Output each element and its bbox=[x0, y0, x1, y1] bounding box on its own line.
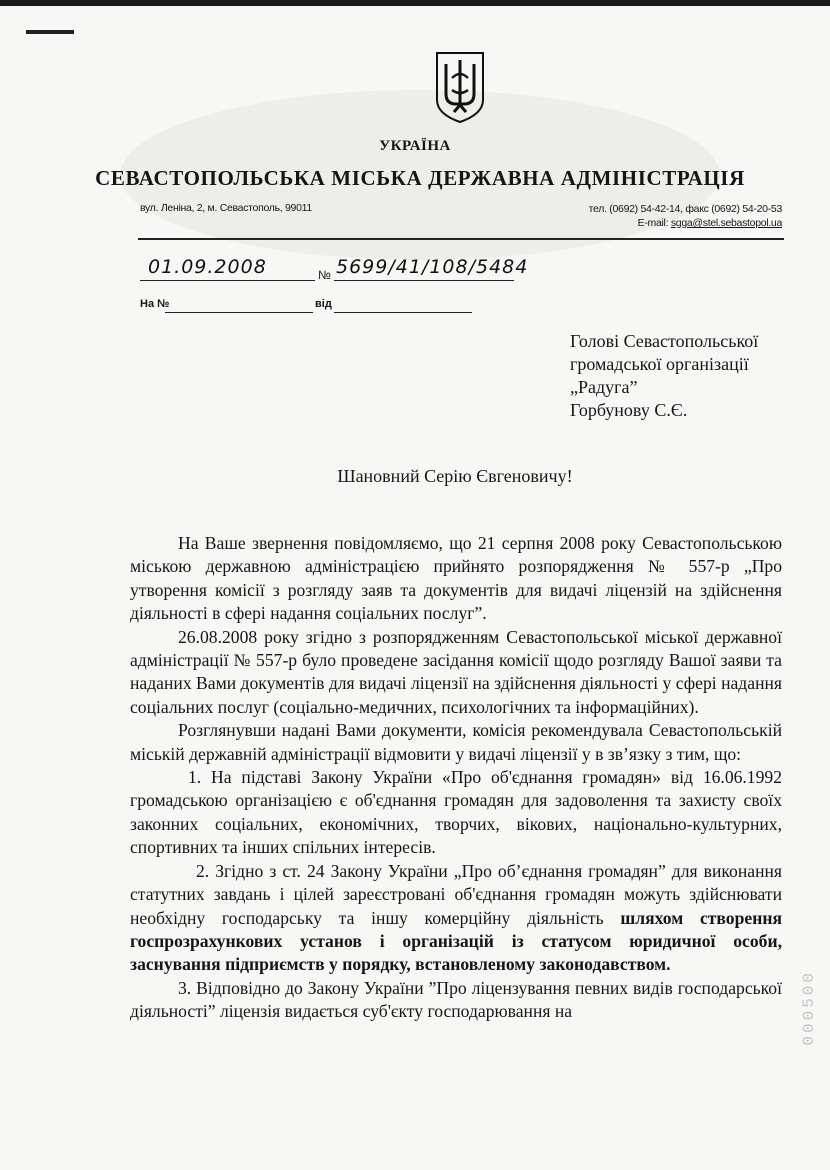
page-stamp-number: 000500 bbox=[800, 970, 818, 1046]
contact-block bbox=[589, 202, 782, 230]
office-address: вул. Леніна, 2, м. Севастополь, 99011 bbox=[140, 202, 312, 214]
number-label: № bbox=[318, 268, 331, 282]
email-line bbox=[589, 216, 782, 230]
paragraph-bold-text: шляхом створення госпрозрахункових установ і організацій із статусом юридичної особи, заснування підприємств у порядку, встановленому законодавством. bbox=[130, 907, 782, 975]
paragraph bbox=[130, 860, 782, 977]
number-underline bbox=[334, 280, 514, 281]
handwritten-date: 01.09.2008 bbox=[148, 256, 267, 278]
paragraph: Розглянувши надані Вами документи, комісія рекомендувала Севастопольській міській державній адміністрації відмовити у видачі ліцензії у в зв’язку з тим, що: bbox=[130, 720, 782, 764]
header-rule bbox=[138, 238, 784, 240]
addressee-block bbox=[570, 330, 758, 422]
addressee-line: громадської організації bbox=[570, 354, 749, 374]
email-address: sgga@stel.sebastopol.ua bbox=[670, 217, 782, 229]
salutation: Шановний Серію Євгеновичу! bbox=[337, 466, 573, 486]
country-heading: УКРАЇНА bbox=[379, 138, 451, 154]
addressee-line: Горбунову С.Є. bbox=[570, 400, 688, 420]
paragraph-text: 2. Згідно з ст. 24 Закону України „Про об’єднання громадян” для виконання статутних завдань і цілей зареєстровані об'єднання громадян можуть здійснювати необхідну господарську та іншу комерційну діяльність bbox=[130, 860, 782, 928]
paragraph: 26.08.2008 року згідно з розпорядженням Севастопольської міської державної адміністрації № 557-р було проведене засідання комісії щодо розгляду Вашої заяви та наданих Вами документів для видачі ліцензії на здійснення діяльності у сфері надання соціальних послуг (соціально-медичних, психологічних та інформаційних). bbox=[130, 626, 782, 717]
reply-to-blank bbox=[165, 312, 313, 313]
reply-to-label: На № bbox=[140, 298, 170, 310]
email-label: E-mail: bbox=[637, 217, 671, 229]
scan-top-edge bbox=[0, 0, 830, 6]
date-underline bbox=[140, 280, 315, 281]
corner-mark bbox=[26, 30, 74, 34]
trident-emblem-icon bbox=[434, 50, 486, 124]
paragraph: 1. На підставі Закону України «Про об'єднання громадян» від 16.06.1992 громадською організацією є об'єднання громадян для задоволення та захисту своїх законних соціальних, економічних, творчих, вікових, національно-культурних, спортивних та інших спільних інтересів. bbox=[130, 767, 782, 858]
paragraph: 3. Відповідно до Закону України ”Про ліцензування певних видів господарської діяльності” ліцензія видається суб'єкту господарювання на bbox=[130, 977, 782, 1022]
addressee-line: „Радуга” bbox=[570, 377, 638, 397]
handwritten-reg-number: 5699/41/108/5484 bbox=[336, 256, 529, 278]
paragraph: На Ваше звернення повідомляємо, що 21 серпня 2008 року Севастопольською міською державною адміністрацією прийнято розпорядження № 557-р „Про утворення комісії з розгляду заяв та документів для видачі ліцензій на здійснення діяльності в сфері надання соціальних послуг”. bbox=[130, 533, 782, 624]
letter-body bbox=[130, 532, 782, 1024]
from-date-blank bbox=[334, 312, 472, 313]
addressee-line: Голові Севастопольської bbox=[570, 331, 759, 351]
from-date-label: від bbox=[315, 298, 332, 310]
administration-heading: СЕВАСТОПОЛЬСЬКА МІСЬКА ДЕРЖАВНА АДМІНІСТРАЦІЯ bbox=[95, 166, 745, 190]
phone-fax: тел. (0692) 54-42-14, факс (0692) 54-20-53 bbox=[588, 203, 782, 215]
